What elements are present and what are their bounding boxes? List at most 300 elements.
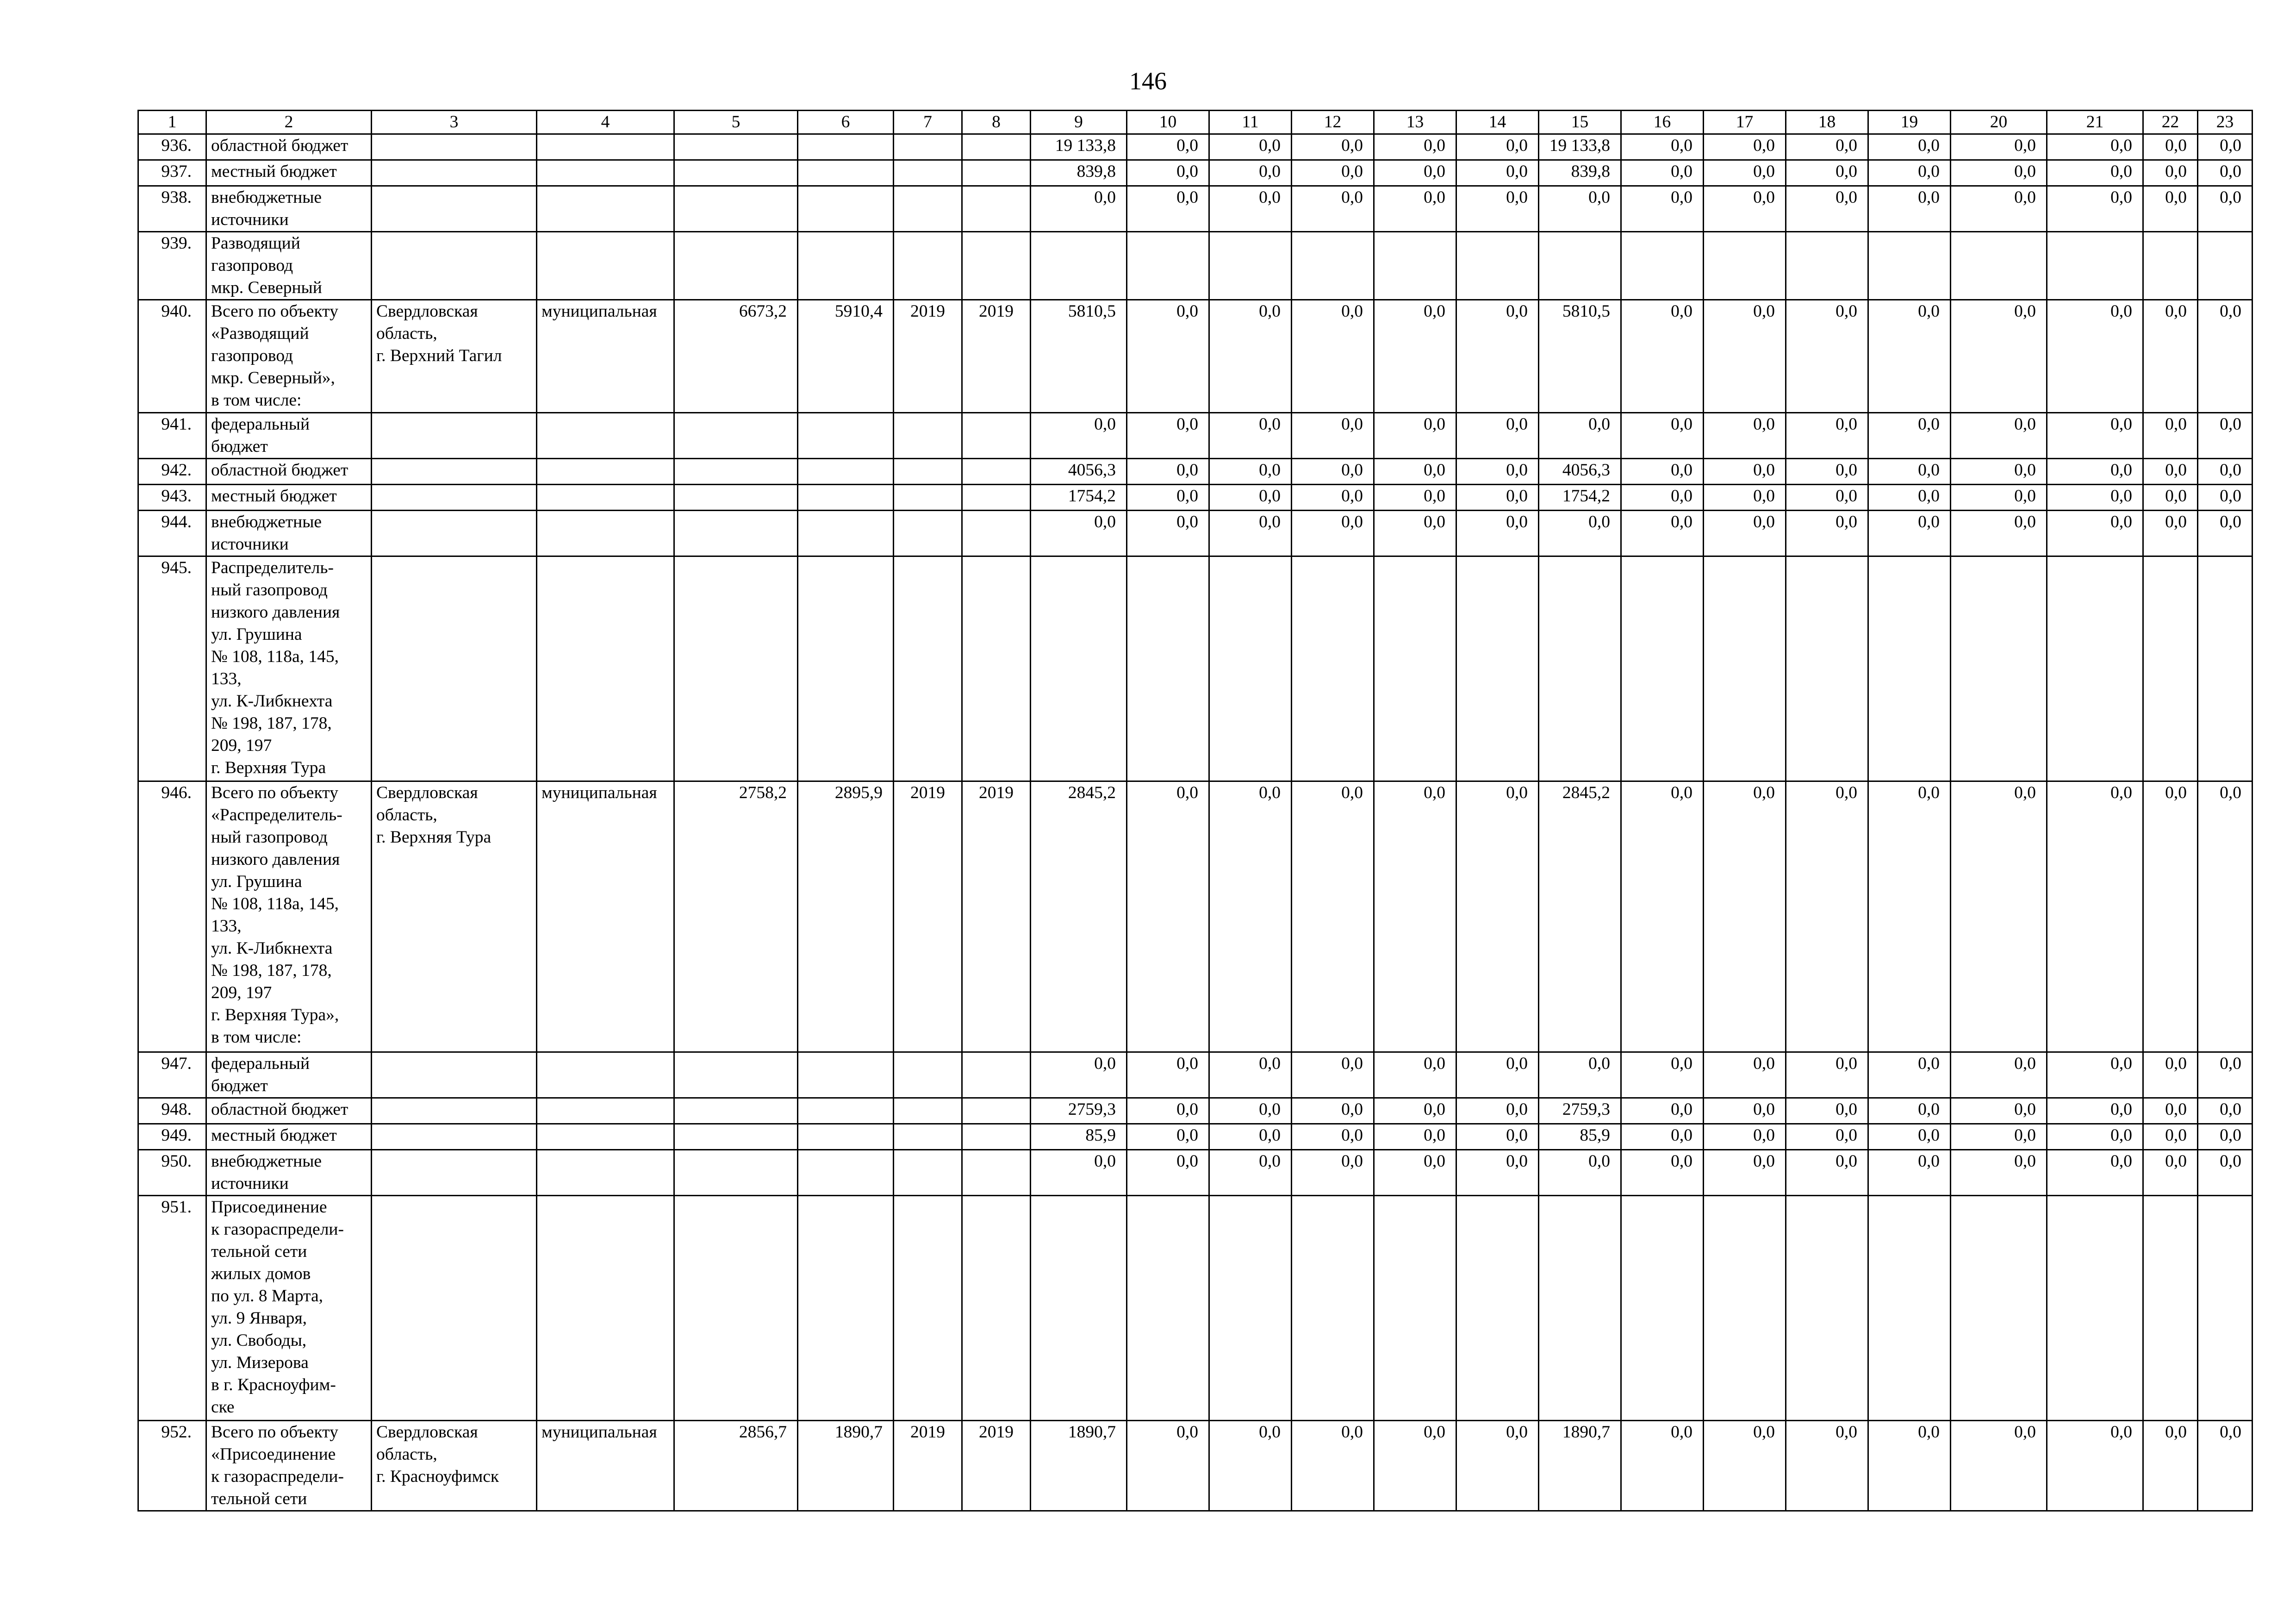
row-value-col9 [1031,1196,1127,1421]
row-value-col12 [1292,232,1374,300]
row-value-col10 [1127,232,1209,300]
table-row [138,232,2252,300]
row-value-col21 [2047,556,2143,781]
row-value-col12: 0,0 [1292,1421,1374,1511]
row-value-col12 [1292,556,1374,781]
row-ownership: муниципальная [537,300,674,413]
row-value-col11: 0,0 [1209,160,1292,186]
row-value-col12: 0,0 [1292,413,1374,459]
table-row [138,511,2252,556]
row-col5 [674,413,798,459]
row-value-col14: 0,0 [1456,413,1539,459]
row-value-col15: 85,9 [1539,1124,1621,1150]
row-value-col20: 0,0 [1951,160,2047,186]
row-value-col10: 0,0 [1127,300,1209,413]
row-region [372,485,537,511]
row-col5 [674,1052,798,1098]
row-value-col16: 0,0 [1621,1098,1704,1124]
row-number: 942. [138,459,206,485]
column-header: 19 [1868,111,1951,134]
row-region [372,556,537,781]
row-col8 [962,160,1031,186]
row-value-col14: 0,0 [1456,459,1539,485]
row-name: областной бюджет [206,134,372,160]
table-row [138,1052,2252,1098]
row-value-col19: 0,0 [1868,1052,1951,1098]
row-value-col10: 0,0 [1127,1421,1209,1511]
row-value-col22 [2143,232,2198,300]
row-value-col18: 0,0 [1786,1150,1868,1196]
row-name: областной бюджет [206,1098,372,1124]
row-value-col17: 0,0 [1704,1150,1786,1196]
column-header: 17 [1704,111,1786,134]
row-value-col9: 839,8 [1031,160,1127,186]
row-value-col19: 0,0 [1868,1098,1951,1124]
row-value-col9: 2845,2 [1031,781,1127,1052]
row-col5: 6673,2 [674,300,798,413]
row-region: Свердловская область, г. Красноуфимск [372,1421,537,1511]
row-number: 944. [138,511,206,556]
row-value-col23 [2198,232,2252,300]
row-region: Свердловская область, г. Верхний Тагил [372,300,537,413]
row-ownership [537,485,674,511]
row-col7: 2019 [894,300,962,413]
row-name: местный бюджет [206,485,372,511]
row-value-col18: 0,0 [1786,485,1868,511]
row-col8 [962,1098,1031,1124]
row-value-col15: 0,0 [1539,413,1621,459]
row-value-col17: 0,0 [1704,300,1786,413]
row-region [372,413,537,459]
row-value-col13: 0,0 [1374,1124,1456,1150]
row-value-col11: 0,0 [1209,1052,1292,1098]
row-value-col23: 0,0 [2198,186,2252,232]
row-value-col15: 839,8 [1539,160,1621,186]
row-value-col14: 0,0 [1456,1421,1539,1511]
row-col7 [894,485,962,511]
row-col6: 1890,7 [798,1421,894,1511]
row-value-col23 [2198,556,2252,781]
row-col8 [962,1150,1031,1196]
row-value-col18: 0,0 [1786,511,1868,556]
row-value-col15: 5810,5 [1539,300,1621,413]
row-value-col10: 0,0 [1127,186,1209,232]
row-value-col14: 0,0 [1456,1150,1539,1196]
row-value-col17 [1704,1196,1786,1421]
column-header: 21 [2047,111,2143,134]
row-value-col22: 0,0 [2143,485,2198,511]
row-number: 951. [138,1196,206,1421]
row-value-col12: 0,0 [1292,511,1374,556]
row-value-col15: 0,0 [1539,1150,1621,1196]
column-header: 10 [1127,111,1209,134]
row-col6 [798,485,894,511]
row-value-col16 [1621,1196,1704,1421]
row-value-col17 [1704,232,1786,300]
row-col5: 2758,2 [674,781,798,1052]
row-ownership [537,1098,674,1124]
row-col6 [798,1124,894,1150]
row-value-col16: 0,0 [1621,186,1704,232]
row-col7 [894,1052,962,1098]
row-value-col22: 0,0 [2143,1124,2198,1150]
row-name: внебюджетные источники [206,1150,372,1196]
row-col8 [962,232,1031,300]
row-value-col12: 0,0 [1292,160,1374,186]
row-col7 [894,459,962,485]
row-value-col19: 0,0 [1868,413,1951,459]
row-value-col19: 0,0 [1868,1124,1951,1150]
row-value-col20: 0,0 [1951,1421,2047,1511]
row-value-col15 [1539,1196,1621,1421]
row-value-col18: 0,0 [1786,459,1868,485]
row-value-col17: 0,0 [1704,134,1786,160]
header-row [138,111,2252,134]
row-value-col22: 0,0 [2143,1052,2198,1098]
row-value-col13: 0,0 [1374,781,1456,1052]
row-value-col16 [1621,232,1704,300]
row-value-col9: 0,0 [1031,413,1127,459]
row-region [372,232,537,300]
row-value-col9: 85,9 [1031,1124,1127,1150]
row-col6 [798,1098,894,1124]
row-value-col23: 0,0 [2198,485,2252,511]
row-ownership [537,413,674,459]
row-value-col17: 0,0 [1704,459,1786,485]
row-number: 937. [138,160,206,186]
row-value-col11: 0,0 [1209,300,1292,413]
row-value-col18 [1786,1196,1868,1421]
row-value-col10: 0,0 [1127,459,1209,485]
row-value-col19: 0,0 [1868,781,1951,1052]
row-value-col12: 0,0 [1292,300,1374,413]
row-value-col13 [1374,1196,1456,1421]
row-col5 [674,1196,798,1421]
row-value-col17: 0,0 [1704,485,1786,511]
row-ownership [537,511,674,556]
row-value-col11 [1209,1196,1292,1421]
row-value-col18: 0,0 [1786,186,1868,232]
row-value-col10: 0,0 [1127,511,1209,556]
row-col8 [962,134,1031,160]
page-number: 146 [1129,67,1167,95]
row-value-col22: 0,0 [2143,413,2198,459]
row-col7 [894,511,962,556]
table-row [138,1124,2252,1150]
row-col8 [962,511,1031,556]
row-ownership [537,1150,674,1196]
row-value-col18: 0,0 [1786,1098,1868,1124]
row-value-col22: 0,0 [2143,1150,2198,1196]
row-name: Распределитель- ный газопровод низкого давления ул. Грушина № 108, 118а, 145, 133, ул. К-Либкнехта № 198, 187, 178, 209, 197 г. Верхняя Тура [206,556,372,781]
row-value-col15: 0,0 [1539,186,1621,232]
row-value-col21: 0,0 [2047,134,2143,160]
row-col6 [798,134,894,160]
row-value-col23: 0,0 [2198,1421,2252,1511]
row-value-col10: 0,0 [1127,781,1209,1052]
row-value-col23: 0,0 [2198,781,2252,1052]
row-value-col9: 4056,3 [1031,459,1127,485]
row-col7 [894,1124,962,1150]
row-value-col18: 0,0 [1786,300,1868,413]
column-header: 2 [206,111,372,134]
row-value-col20: 0,0 [1951,413,2047,459]
row-value-col13: 0,0 [1374,485,1456,511]
row-number: 946. [138,781,206,1052]
table-row [138,1150,2252,1196]
row-value-col14: 0,0 [1456,1052,1539,1098]
row-col6 [798,511,894,556]
row-col8: 2019 [962,300,1031,413]
row-value-col11 [1209,232,1292,300]
row-value-col17: 0,0 [1704,186,1786,232]
row-col8 [962,485,1031,511]
row-value-col10: 0,0 [1127,1052,1209,1098]
row-value-col16: 0,0 [1621,1052,1704,1098]
table-row [138,134,2252,160]
row-value-col14: 0,0 [1456,781,1539,1052]
row-col7 [894,556,962,781]
row-value-col20: 0,0 [1951,300,2047,413]
row-value-col20: 0,0 [1951,511,2047,556]
column-header: 23 [2198,111,2252,134]
row-value-col22: 0,0 [2143,160,2198,186]
row-value-col16: 0,0 [1621,1124,1704,1150]
row-value-col21: 0,0 [2047,160,2143,186]
row-value-col17: 0,0 [1704,160,1786,186]
row-ownership [537,1124,674,1150]
row-number: 948. [138,1098,206,1124]
row-number: 950. [138,1150,206,1196]
row-col7 [894,160,962,186]
row-value-col9: 0,0 [1031,511,1127,556]
row-value-col13: 0,0 [1374,160,1456,186]
row-col6 [798,1150,894,1196]
row-value-col9: 1754,2 [1031,485,1127,511]
row-col5 [674,160,798,186]
row-value-col11 [1209,556,1292,781]
row-col6 [798,160,894,186]
row-value-col9 [1031,556,1127,781]
row-name: федеральный бюджет [206,413,372,459]
row-value-col21: 0,0 [2047,186,2143,232]
row-col5 [674,1124,798,1150]
row-value-col11: 0,0 [1209,1098,1292,1124]
row-value-col19: 0,0 [1868,511,1951,556]
row-value-col23: 0,0 [2198,134,2252,160]
row-value-col17: 0,0 [1704,511,1786,556]
row-value-col13: 0,0 [1374,459,1456,485]
row-value-col22: 0,0 [2143,459,2198,485]
row-ownership [537,459,674,485]
row-value-col14 [1456,1196,1539,1421]
row-col8: 2019 [962,781,1031,1052]
table-row [138,1196,2252,1421]
row-value-col17: 0,0 [1704,1421,1786,1511]
row-value-col11: 0,0 [1209,1421,1292,1511]
row-value-col22: 0,0 [2143,1421,2198,1511]
row-value-col12 [1292,1196,1374,1421]
row-col5 [674,232,798,300]
row-value-col22 [2143,1196,2198,1421]
row-col5 [674,134,798,160]
row-number: 945. [138,556,206,781]
row-value-col20: 0,0 [1951,459,2047,485]
row-value-col16: 0,0 [1621,413,1704,459]
row-value-col11: 0,0 [1209,186,1292,232]
row-col7 [894,1196,962,1421]
row-value-col18 [1786,556,1868,781]
row-value-col13 [1374,232,1456,300]
row-value-col16: 0,0 [1621,485,1704,511]
row-value-col11: 0,0 [1209,511,1292,556]
row-value-col21: 0,0 [2047,511,2143,556]
row-col7 [894,1150,962,1196]
row-value-col17: 0,0 [1704,781,1786,1052]
row-value-col13: 0,0 [1374,413,1456,459]
row-ownership: муниципальная [537,1421,674,1511]
row-value-col10: 0,0 [1127,485,1209,511]
row-col8 [962,459,1031,485]
row-col5 [674,511,798,556]
row-value-col11: 0,0 [1209,134,1292,160]
row-value-col21 [2047,232,2143,300]
row-value-col19 [1868,556,1951,781]
row-value-col18: 0,0 [1786,1124,1868,1150]
row-region [372,186,537,232]
row-value-col13: 0,0 [1374,300,1456,413]
row-number: 952. [138,1421,206,1511]
row-value-col9: 0,0 [1031,1052,1127,1098]
row-col7 [894,134,962,160]
row-value-col13: 0,0 [1374,511,1456,556]
column-header: 15 [1539,111,1621,134]
row-col7: 2019 [894,781,962,1052]
row-value-col20: 0,0 [1951,485,2047,511]
row-value-col21: 0,0 [2047,300,2143,413]
table-row [138,186,2252,232]
row-value-col9 [1031,232,1127,300]
row-col6 [798,1052,894,1098]
row-value-col11: 0,0 [1209,413,1292,459]
row-value-col16: 0,0 [1621,160,1704,186]
row-value-col17: 0,0 [1704,1124,1786,1150]
row-value-col23: 0,0 [2198,1052,2252,1098]
row-col8 [962,1196,1031,1421]
row-col6 [798,1196,894,1421]
row-col5 [674,186,798,232]
row-col6: 2895,9 [798,781,894,1052]
row-value-col9: 0,0 [1031,186,1127,232]
row-name: внебюджетные источники [206,511,372,556]
row-col5 [674,556,798,781]
row-value-col13: 0,0 [1374,1098,1456,1124]
row-value-col18: 0,0 [1786,1421,1868,1511]
row-value-col9: 1890,7 [1031,1421,1127,1511]
row-col7: 2019 [894,1421,962,1511]
table-row [138,1098,2252,1124]
row-value-col17 [1704,556,1786,781]
row-col7 [894,1098,962,1124]
row-col8 [962,556,1031,781]
row-col6 [798,459,894,485]
row-value-col18: 0,0 [1786,134,1868,160]
row-value-col9: 19 133,8 [1031,134,1127,160]
row-value-col16: 0,0 [1621,459,1704,485]
row-region [372,1150,537,1196]
column-header: 13 [1374,111,1456,134]
row-value-col16: 0,0 [1621,1150,1704,1196]
column-header: 12 [1292,111,1374,134]
row-value-col14: 0,0 [1456,485,1539,511]
row-value-col20 [1951,232,2047,300]
row-value-col23: 0,0 [2198,1098,2252,1124]
row-value-col21: 0,0 [2047,1098,2143,1124]
row-region [372,459,537,485]
row-col5: 2856,7 [674,1421,798,1511]
row-col6 [798,556,894,781]
row-ownership [537,232,674,300]
row-value-col18: 0,0 [1786,781,1868,1052]
row-value-col20: 0,0 [1951,1052,2047,1098]
column-header: 22 [2143,111,2198,134]
row-value-col20: 0,0 [1951,1124,2047,1150]
row-value-col21: 0,0 [2047,1052,2143,1098]
row-value-col16: 0,0 [1621,1421,1704,1511]
row-value-col22 [2143,556,2198,781]
row-region [372,1124,537,1150]
row-value-col21: 0,0 [2047,1124,2143,1150]
row-value-col15 [1539,232,1621,300]
row-value-col18 [1786,232,1868,300]
row-value-col10: 0,0 [1127,413,1209,459]
row-col8 [962,413,1031,459]
row-value-col14: 0,0 [1456,186,1539,232]
row-value-col19: 0,0 [1868,160,1951,186]
row-value-col10 [1127,1196,1209,1421]
row-value-col16: 0,0 [1621,781,1704,1052]
row-value-col13 [1374,556,1456,781]
row-name: федеральный бюджет [206,1052,372,1098]
row-value-col18: 0,0 [1786,160,1868,186]
row-number: 947. [138,1052,206,1098]
row-value-col23: 0,0 [2198,459,2252,485]
row-col7 [894,232,962,300]
row-value-col10: 0,0 [1127,134,1209,160]
row-number: 940. [138,300,206,413]
row-col6 [798,413,894,459]
row-name: Всего по объекту «Распределитель- ный газопровод низкого давления ул. Грушина № 108, 118а, 145, 133, ул. К-Либкнехта № 198, 187, 178, 209, 197 г. Верхняя Тура», в том числе: [206,781,372,1052]
row-name: Всего по объекту «Присоединение к газораспредели- тельной сети [206,1421,372,1511]
row-value-col12: 0,0 [1292,134,1374,160]
row-number: 949. [138,1124,206,1150]
row-value-col13: 0,0 [1374,1421,1456,1511]
row-value-col14: 0,0 [1456,1098,1539,1124]
row-value-col15: 2845,2 [1539,781,1621,1052]
table-row [138,1421,2252,1511]
row-value-col18: 0,0 [1786,413,1868,459]
row-value-col16: 0,0 [1621,134,1704,160]
row-value-col9: 5810,5 [1031,300,1127,413]
table-row [138,413,2252,459]
column-header: 14 [1456,111,1539,134]
column-header: 9 [1031,111,1127,134]
column-header: 5 [674,111,798,134]
row-name: Всего по объекту «Разводящий газопровод мкр. Северный», в том числе: [206,300,372,413]
row-value-col15: 2759,3 [1539,1098,1621,1124]
row-region [372,1052,537,1098]
row-col6: 5910,4 [798,300,894,413]
